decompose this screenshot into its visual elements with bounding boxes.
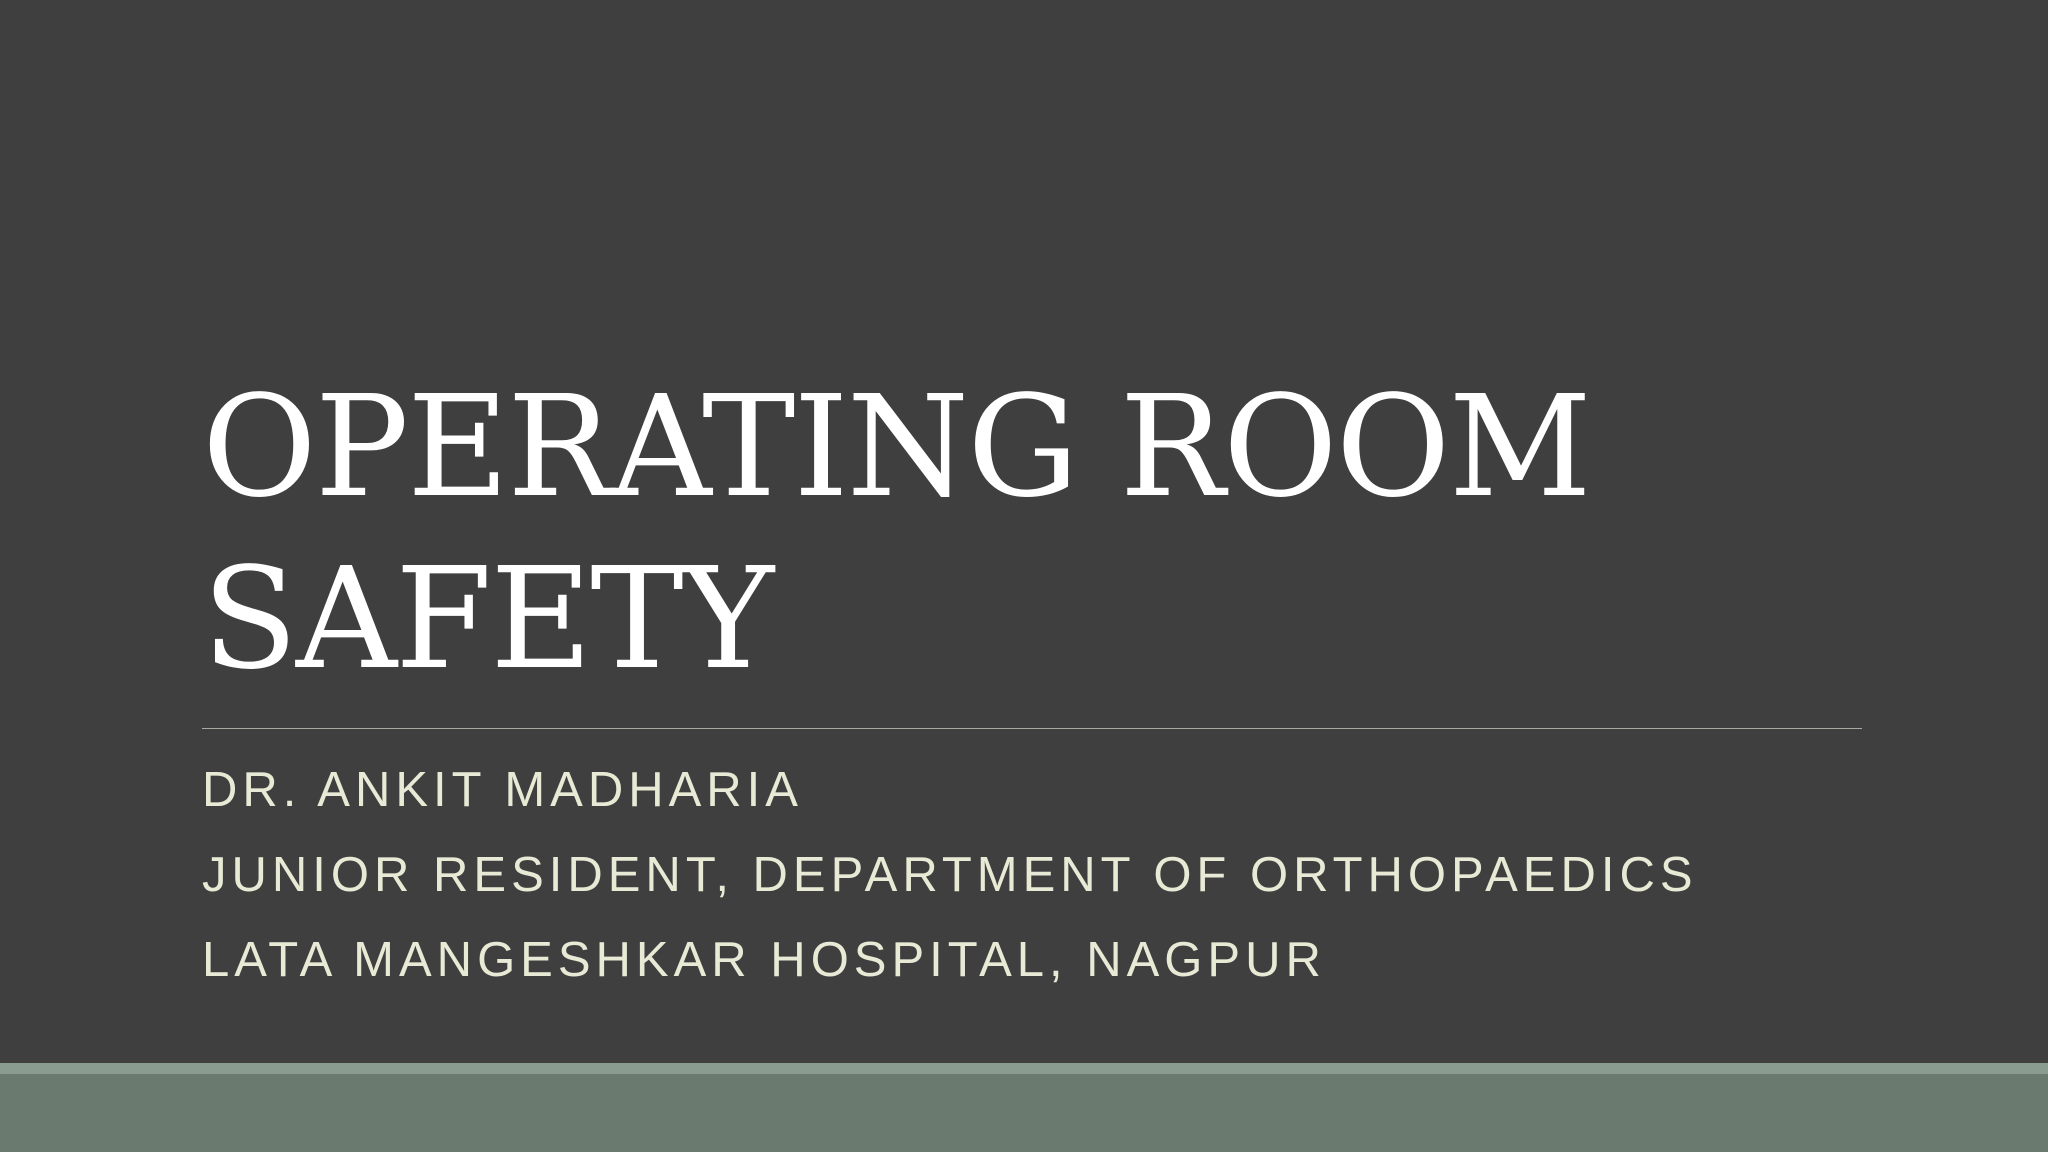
presenter-name: DR. ANKIT MADHARIA [202, 763, 803, 817]
footer-band-accent [0, 1063, 2048, 1074]
slide-title-line-2: SAFETY [202, 538, 773, 701]
slide-subtitle [202, 748, 1902, 1003]
presenter-position: JUNIOR RESIDENT, DEPARTMENT OF ORTHOPAEDICS [202, 848, 1698, 902]
presenter-institution: LATA MANGESHKAR HOSPITAL, NAGPUR [202, 933, 1326, 987]
footer-band [0, 1074, 2048, 1152]
slide-title-line-1: OPERATING ROOM [202, 366, 1590, 529]
slide-title [202, 362, 1852, 706]
title-divider [202, 728, 1862, 729]
